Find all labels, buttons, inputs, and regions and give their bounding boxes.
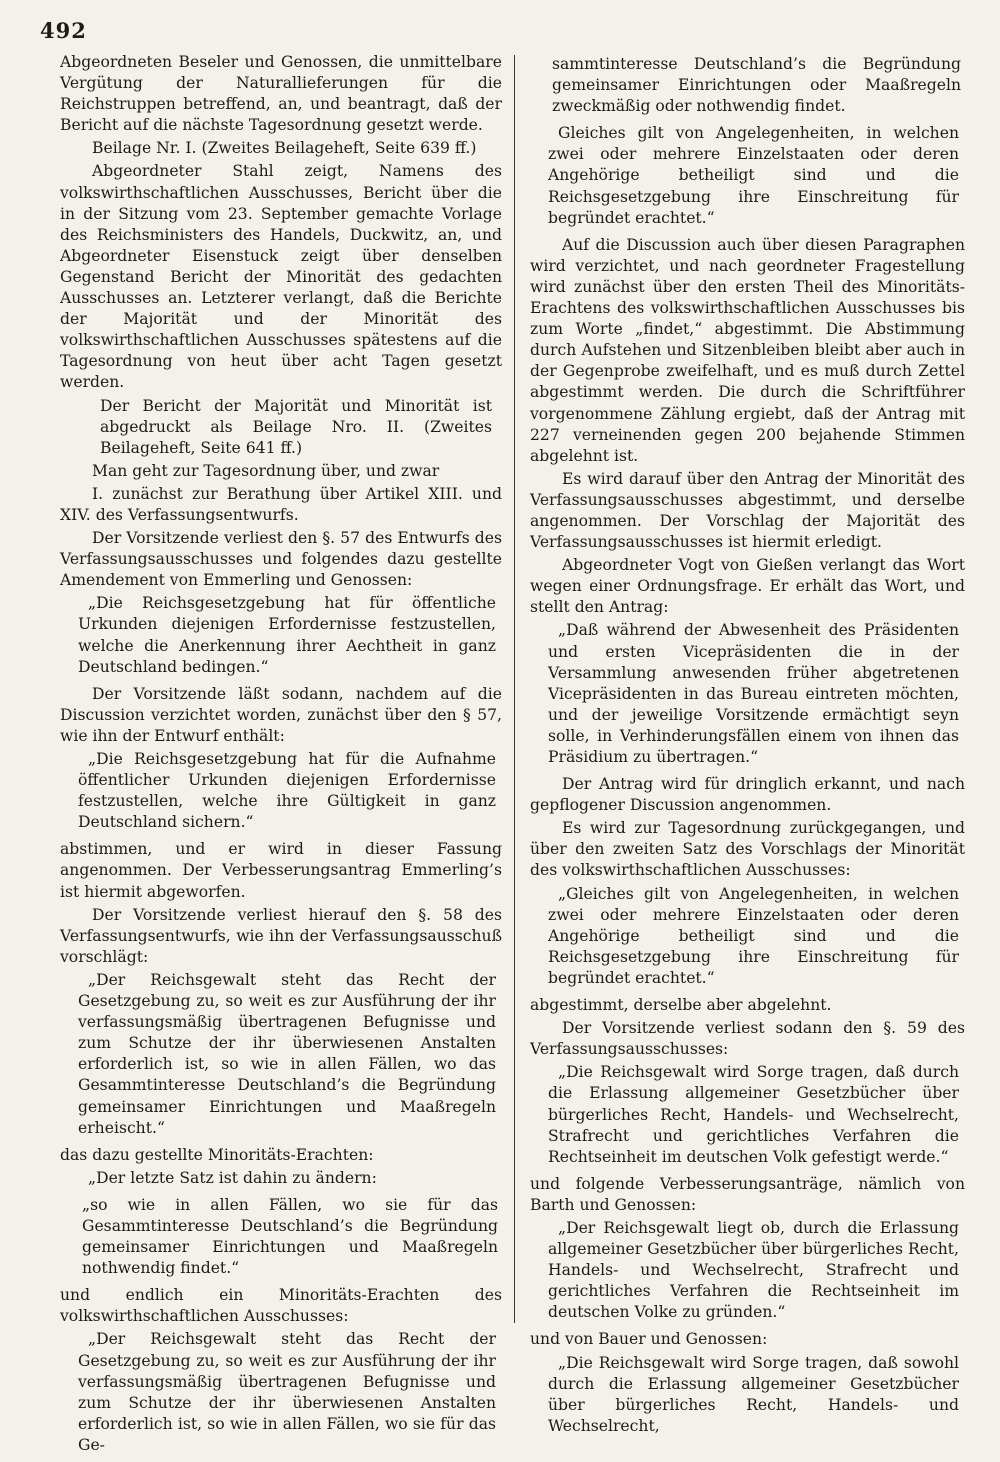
paragraph: Der Bericht der Majorität und Minorität ist abgedruckt als Beilage Nro. II. (Zweites Beilageheft, Seite 641 ff.) bbox=[100, 396, 492, 457]
paragraph: das dazu gestellte Minoritäts-Erachten: bbox=[60, 1145, 374, 1164]
quotation: „Der Reichsgewalt steht das Recht der Gesetzgebung zu, so weit es zur Ausführung der ihr verfassungsmäßig übertragenen Befugnisse und zum Schutze der ihr überwiesenen Anstalten erforderlich ist, so wie in allen Fällen, wo das Gesammtinteresse Deutschland’s die Begründung gemeinsamer Einrichtungen und Maaßregeln erheischt.“ bbox=[78, 970, 496, 1137]
right-column bbox=[530, 52, 965, 1443]
paragraph: Abgeordneten Beseler und Genossen, die unmittelbare Vergütung der Naturallieferungen für die Reichstruppen betreffend, an, und beantragt, daß der Bericht auf die nächste Tagesordnung gesetzt werde. bbox=[60, 53, 502, 135]
paragraph: Der Vorsitzende läßt sodann, nachdem auf die Discussion verzichtet worden, zunächst über den § 57, wie ihn der Entwurf enthält: bbox=[60, 684, 502, 745]
paragraph: Abgeordneter Stahl zeigt, Namens des volkswirthschaftlichen Ausschusses, Bericht über die in der Sitzung vom 23. September gemachte Vorlage des Reichsministers des Handels, Duckwitz, an, und Abgeordneter Eisenstuck zeigt über denselben Gegenstand Bericht der Minorität des gedachten Ausschusses an. Letzterer verlangt, daß die Berichte der Majorität und der Minorität des volkswirthschaftlichen Ausschusses spätestens auf die Tagesordnung von heut über acht Tagen gesetzt werden. bbox=[60, 162, 502, 392]
quotation: „so wie in allen Fällen, wo sie für das Gesammtinteresse Deutschland’s die Begründung gemeinsamer Einrichtungen und Maaßregeln nothwendig findet.“ bbox=[82, 1195, 498, 1278]
column-divider bbox=[514, 55, 515, 1323]
quotation: „Die Reichsgesetzgebung hat für die Aufnahme öffentlicher Urkunden diejenigen Erfordernisse festzustellen, welche ihre Gültigkeit in ganz Deutschland sichern.“ bbox=[78, 750, 496, 832]
paragraph: Der Vorsitzende verliest den §. 57 des Entwurfs des Verfassungsausschusses und folgendes dazu gestellte Amendement von Emmerling und Genossen: bbox=[60, 529, 502, 590]
quotation: Gleiches gilt von Angelegenheiten, in welchen zwei oder mehrere Einzelstaaten oder deren Angehörige betheiligt sind und die Reichsgesetzgebung ihre Einschreitung für begründet erachtet.“ bbox=[548, 124, 959, 227]
paragraph: Der Antrag wird für dringlich erkannt, und nach gepflogener Discussion angenommen. bbox=[530, 775, 965, 815]
paragraph: Man geht zur Tagesordnung über, und zwar bbox=[92, 461, 440, 480]
paragraph: Auf die Discussion auch über diesen Paragraphen wird verzichtet, und nach geordneter Fragestellung wird zunächst über den ersten Theil des Minoritäts-Erachtens des volkswirthschaftlichen Ausschusses bis zum Worte „findet,“ abgestimmt. Die Abstimmung durch Aufstehen und Sitzenbleiben bleibt aber auch in der Gegenprobe zweifelhaft, und es muß durch Zettel abgestimmt werden. Die durch die Schriftführer vorgenommene Zählung ergiebt, daß der Antrag mit 227 verneinenden gegen 200 bejahende Stimmen abgelehnt ist. bbox=[530, 235, 965, 465]
paragraph: und endlich ein Minoritäts-Erachten des volkswirthschaftlichen Ausschusses: bbox=[60, 1286, 502, 1326]
paragraph: und von Bauer und Genossen: bbox=[530, 1330, 768, 1349]
quotation: „Der letzte Satz ist dahin zu ändern: bbox=[88, 1168, 377, 1187]
quotation: „Der Reichsgewalt steht das Recht der Gesetzgebung zu, so weit es zur Ausführung der ihr verfassungsmäßig übertragenen Befugnisse und zum Schutze der ihr überwiesenen Anstalten erforderlich ist, so wie in allen Fällen, wo sie für das Ge- bbox=[78, 1330, 496, 1454]
quotation: „Die Reichsgewalt wird Sorge tragen, daß durch die Erlassung allgemeiner Gesetzbücher über bürgerliches Recht, Handels- und Wechselrecht, Strafrecht und gerichtliches Verfahren die Rechtseinheit im deutschen Volk gefestigt werde.“ bbox=[548, 1063, 959, 1166]
paragraph: Beilage Nr. I. (Zweites Beilageheft, Seite 639 ff.) bbox=[92, 139, 477, 158]
paragraph: abgestimmt, derselbe aber abgelehnt. bbox=[530, 996, 832, 1015]
quotation: „Gleiches gilt von Angelegenheiten, in welchen zwei oder mehrere Einzelstaaten oder deren Angehörige betheiligt sind und die Reichsgesetzgebung ihre Einschreitung für begründet erachtet.“ bbox=[548, 884, 959, 987]
page-number: 492 bbox=[40, 18, 87, 43]
paragraph: I. zunächst zur Berathung über Artikel XIII. und XIV. des Verfassungsentwurfs. bbox=[60, 484, 502, 524]
quotation: „Die Reichsgesetzgebung hat für öffentliche Urkunden diejenigen Erfordernisse festzustellen, welche die Anerkennung ihrer Aechtheit in ganz Deutschland bedingen.“ bbox=[78, 594, 496, 676]
paragraph: Es wird zur Tagesordnung zurückgegangen, und über den zweiten Satz des Vorschlags der Minorität des volkswirthschaftlichen Ausschusses: bbox=[530, 819, 965, 880]
quotation: „Der Reichsgewalt liegt ob, durch die Erlassung allgemeiner Gesetzbücher über bürgerliches Recht, Handels- und Wechselrecht, Strafrecht und gerichtliches Verfahren die Rechtseinheit im deutschen Volke zu gründen.“ bbox=[548, 1218, 959, 1322]
paragraph: Der Vorsitzende verliest sodann den §. 59 des Verfassungsausschusses: bbox=[530, 1019, 965, 1059]
quotation: „Die Reichsgewalt wird Sorge tragen, daß sowohl durch die Erlassung allgemeiner Gesetzbücher über bürgerliches Recht, Handels- und Wechselrecht, bbox=[548, 1353, 959, 1435]
left-column bbox=[60, 52, 502, 1462]
paragraph: Es wird darauf über den Antrag der Minorität des Verfassungsausschusses abgestimmt, und derselbe angenommen. Der Vorschlag der Majorität des Verfassungsausschusses ist hiermit erledigt. bbox=[530, 469, 965, 552]
paragraph: Der Vorsitzende verliest hierauf den §. 58 des Verfassungsentwurfs, wie ihn der Verfassungsausschuß vorschlägt: bbox=[60, 905, 502, 966]
quotation: sammtinteresse Deutschland’s die Begründung gemeinsamer Einrichtungen oder Maaßregeln zweckmäßig oder nothwendig findet. bbox=[552, 55, 961, 116]
paragraph: und folgende Verbesserungsanträge, nämlich von Barth und Genossen: bbox=[530, 1174, 965, 1214]
paragraph: abstimmen, und er wird in dieser Fassung angenommen. Der Verbesserungsantrag Emmerling’s ist hiermit abgeworfen. bbox=[60, 840, 502, 901]
paragraph: Abgeordneter Vogt von Gießen verlangt das Wort wegen einer Ordnungsfrage. Er erhält das Wort, und stellt den Antrag: bbox=[530, 556, 965, 617]
quotation: „Daß während der Abwesenheit des Präsidenten und ersten Vicepräsidenten die in der Versammlung anwesenden früher abgetretenen Vicepräsidenten in das Bureau eintreten möchten, und der jeweilige Vorsitzende ermächtigt seyn solle, in Verhinderungsfällen einem von ihnen das Präsidium zu übertragen.“ bbox=[548, 621, 959, 766]
